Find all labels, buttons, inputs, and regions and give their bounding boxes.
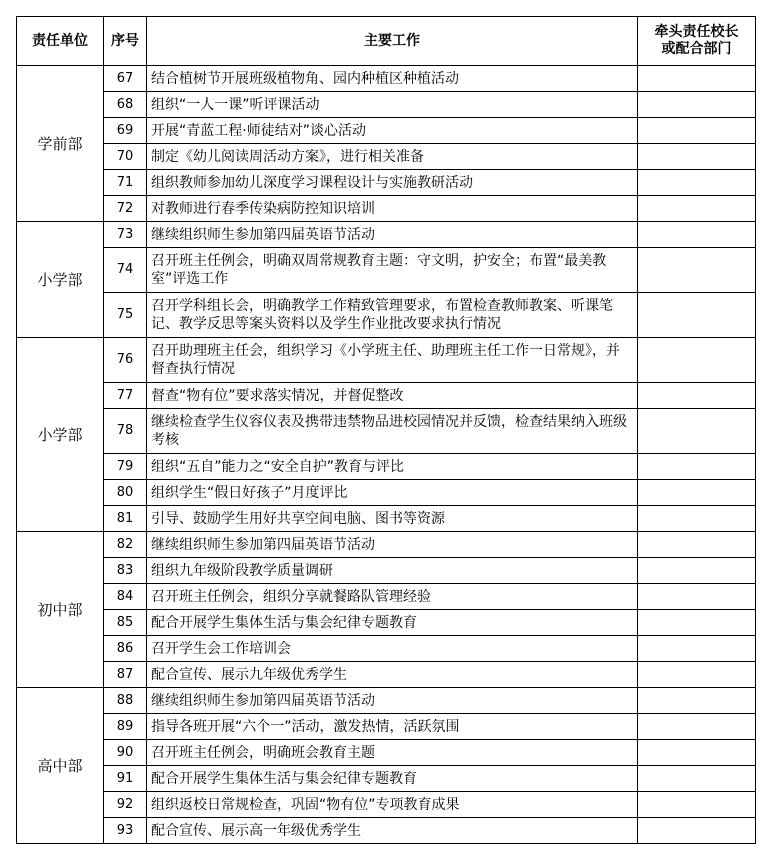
row-number-cell: 86 xyxy=(104,636,147,662)
row-number-cell: 81 xyxy=(104,506,147,532)
lead-cell xyxy=(638,766,756,792)
row-number-cell: 69 xyxy=(104,118,147,144)
table-row xyxy=(17,688,756,714)
work-item-cell: 组织教师参加幼儿深度学习课程设计与实施教研活动 xyxy=(147,170,638,196)
work-item-cell: 配合开展学生集体生活与集会纪律专题教育 xyxy=(147,766,638,792)
work-item-cell: 继续组织师生参加第四届英语节活动 xyxy=(147,532,638,558)
lead-cell xyxy=(638,92,756,118)
lead-cell xyxy=(638,818,756,844)
lead-cell xyxy=(638,636,756,662)
unit-cell: 小学部 xyxy=(17,222,104,338)
table-row xyxy=(17,740,756,766)
lead-cell xyxy=(638,222,756,248)
unit-cell: 小学部 xyxy=(17,338,104,532)
work-item-cell: 组织“一人一课”听评课活动 xyxy=(147,92,638,118)
row-number-cell: 68 xyxy=(104,92,147,118)
work-item-cell: 开展“青蓝工程·师徒结对”谈心活动 xyxy=(147,118,638,144)
table-row xyxy=(17,196,756,222)
work-item-cell: 召开班主任例会，明确双周常规教育主题：守文明，护安全；布置“最美教室”评选工作 xyxy=(147,248,638,293)
row-number-cell: 72 xyxy=(104,196,147,222)
header-lead-line2: 或配合部门 xyxy=(661,41,732,57)
row-number-cell: 87 xyxy=(104,662,147,688)
work-item-cell: 督查“物有位”要求落实情况，并督促整改 xyxy=(147,383,638,409)
table-row xyxy=(17,506,756,532)
work-item-cell: 组织返校日常规检查，巩固“物有位”专项教育成果 xyxy=(147,792,638,818)
lead-cell xyxy=(638,740,756,766)
work-item-cell: 继续组织师生参加第四届英语节活动 xyxy=(147,688,638,714)
row-number-cell: 88 xyxy=(104,688,147,714)
lead-cell xyxy=(638,792,756,818)
lead-cell xyxy=(638,662,756,688)
lead-cell xyxy=(638,714,756,740)
lead-cell xyxy=(638,170,756,196)
lead-cell xyxy=(638,118,756,144)
table-row xyxy=(17,118,756,144)
lead-cell xyxy=(638,66,756,92)
work-item-cell: 召开助理班主任会，组织学习《小学班主任、助理班主任工作一日常规》，并督查执行情况 xyxy=(147,338,638,383)
row-number-cell: 80 xyxy=(104,480,147,506)
table-row xyxy=(17,383,756,409)
work-item-cell: 召开学生会工作培训会 xyxy=(147,636,638,662)
work-item-cell: 配合开展学生集体生活与集会纪律专题教育 xyxy=(147,610,638,636)
lead-cell xyxy=(638,480,756,506)
lead-cell xyxy=(638,688,756,714)
lead-cell xyxy=(638,338,756,383)
table-row xyxy=(17,662,756,688)
row-number-cell: 83 xyxy=(104,558,147,584)
lead-cell xyxy=(638,248,756,293)
work-item-cell: 召开班主任例会，组织分享就餐路队管理经验 xyxy=(147,584,638,610)
row-number-cell: 70 xyxy=(104,144,147,170)
work-item-cell: 继续检查学生仪容仪表及携带违禁物品进校园情况并反馈，检查结果纳入班级考核 xyxy=(147,409,638,454)
header-lead xyxy=(638,17,756,66)
work-item-cell: 制定《幼儿阅读周活动方案》，进行相关准备 xyxy=(147,144,638,170)
lead-cell xyxy=(638,610,756,636)
table-row xyxy=(17,170,756,196)
header-row xyxy=(17,17,756,66)
table-row xyxy=(17,248,756,293)
table-row xyxy=(17,636,756,662)
table-row xyxy=(17,714,756,740)
work-item-cell: 配合宣传、展示九年级优秀学生 xyxy=(147,662,638,688)
table-row xyxy=(17,338,756,383)
row-number-cell: 84 xyxy=(104,584,147,610)
lead-cell xyxy=(638,506,756,532)
row-number-cell: 67 xyxy=(104,66,147,92)
header-num: 序号 xyxy=(104,17,147,66)
lead-cell xyxy=(638,144,756,170)
table-row xyxy=(17,792,756,818)
row-number-cell: 85 xyxy=(104,610,147,636)
lead-cell xyxy=(638,532,756,558)
table-row xyxy=(17,480,756,506)
work-item-cell: 召开班主任例会，明确班会教育主题 xyxy=(147,740,638,766)
work-item-cell: 指导各班开展“六个一”活动，激发热情，活跃氛围 xyxy=(147,714,638,740)
table-row xyxy=(17,766,756,792)
unit-cell: 学前部 xyxy=(17,66,104,222)
row-number-cell: 82 xyxy=(104,532,147,558)
row-number-cell: 91 xyxy=(104,766,147,792)
lead-cell xyxy=(638,293,756,338)
row-number-cell: 93 xyxy=(104,818,147,844)
work-item-cell: 对教师进行春季传染病防控知识培训 xyxy=(147,196,638,222)
table-body xyxy=(17,66,756,844)
row-number-cell: 71 xyxy=(104,170,147,196)
work-item-cell: 组织九年级阶段教学质量调研 xyxy=(147,558,638,584)
row-number-cell: 73 xyxy=(104,222,147,248)
table-row xyxy=(17,454,756,480)
work-item-cell: 引导、鼓励学生用好共享空间电脑、图书等资源 xyxy=(147,506,638,532)
work-plan-table xyxy=(16,16,756,844)
work-item-cell: 配合宣传、展示高一年级优秀学生 xyxy=(147,818,638,844)
table-row xyxy=(17,293,756,338)
table-row xyxy=(17,66,756,92)
row-number-cell: 74 xyxy=(104,248,147,293)
row-number-cell: 77 xyxy=(104,383,147,409)
table-row xyxy=(17,409,756,454)
table-row xyxy=(17,92,756,118)
header-work: 主要工作 xyxy=(147,17,638,66)
table-row xyxy=(17,818,756,844)
work-item-cell: 召开学科组长会，明确教学工作精致管理要求，布置检查教师教案、听课笔记、教学反思等案头资料以及学生作业批改要求执行情况 xyxy=(147,293,638,338)
unit-cell: 高中部 xyxy=(17,688,104,844)
row-number-cell: 76 xyxy=(104,338,147,383)
lead-cell xyxy=(638,409,756,454)
lead-cell xyxy=(638,196,756,222)
lead-cell xyxy=(638,558,756,584)
table-row xyxy=(17,144,756,170)
table-row xyxy=(17,610,756,636)
row-number-cell: 92 xyxy=(104,792,147,818)
work-item-cell: 组织学生“假日好孩子”月度评比 xyxy=(147,480,638,506)
row-number-cell: 79 xyxy=(104,454,147,480)
row-number-cell: 89 xyxy=(104,714,147,740)
header-unit: 责任单位 xyxy=(17,17,104,66)
lead-cell xyxy=(638,454,756,480)
table-row xyxy=(17,558,756,584)
header-lead-line1: 牵头责任校长 xyxy=(654,24,739,40)
row-number-cell: 75 xyxy=(104,293,147,338)
row-number-cell: 78 xyxy=(104,409,147,454)
unit-cell: 初中部 xyxy=(17,532,104,688)
work-item-cell: 继续组织师生参加第四届英语节活动 xyxy=(147,222,638,248)
table-row xyxy=(17,532,756,558)
row-number-cell: 90 xyxy=(104,740,147,766)
table-row xyxy=(17,222,756,248)
table-row xyxy=(17,584,756,610)
work-item-cell: 组织“五自”能力之“安全自护”教育与评比 xyxy=(147,454,638,480)
work-item-cell: 结合植树节开展班级植物角、园内种植区种植活动 xyxy=(147,66,638,92)
lead-cell xyxy=(638,584,756,610)
lead-cell xyxy=(638,383,756,409)
